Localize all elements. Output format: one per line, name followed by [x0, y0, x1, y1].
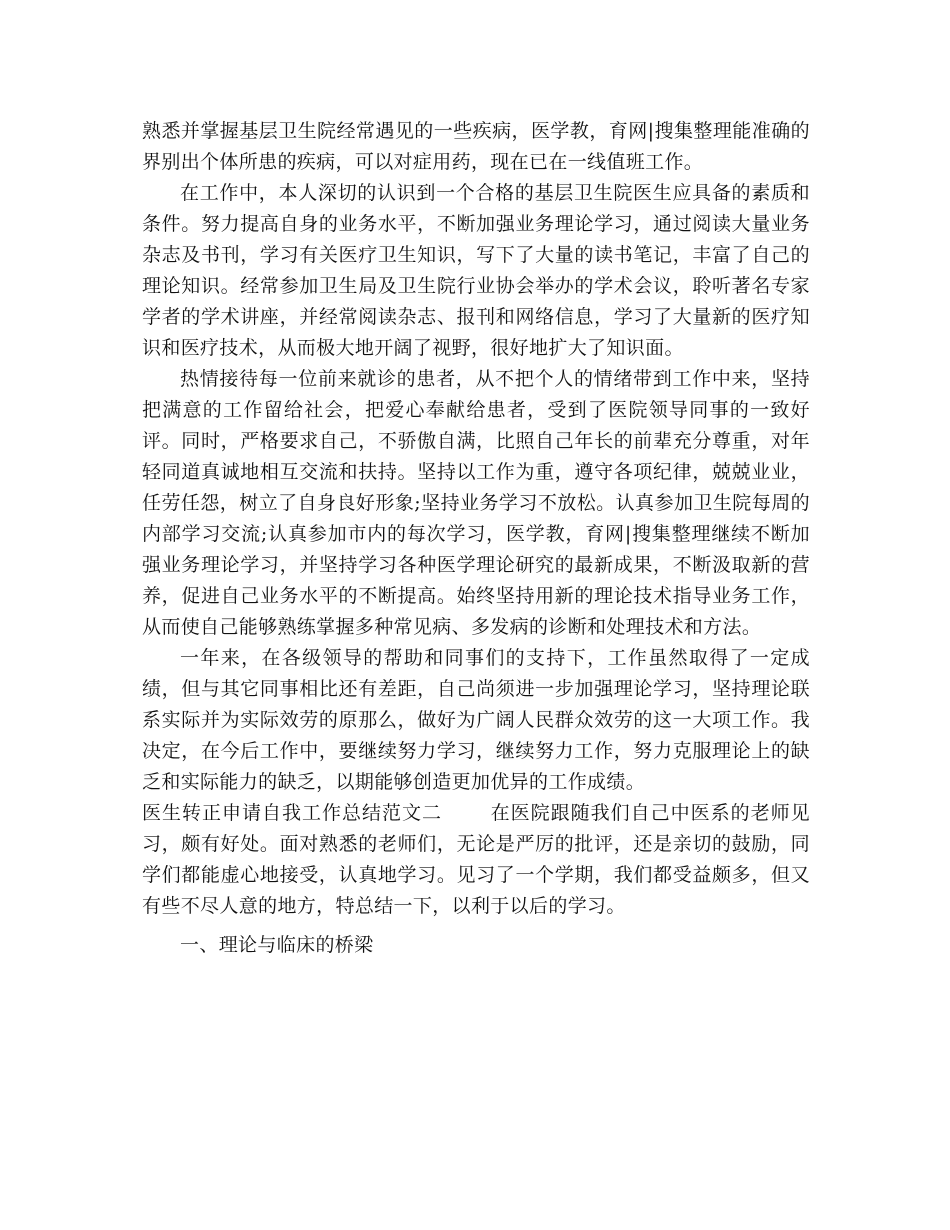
section-two-paragraph	[142, 798, 810, 922]
paragraph-2: 在工作中，本人深切的认识到一个合格的基层卫生院医生应具备的素质和条件。努力提高自身的业务水平，不断加强业务理论学习，通过阅读大量业务杂志及书刊，学习有关医疗卫生知识，写下了大量的读书笔记，丰富了自己的理论知识。经常参加卫生局及卫生院行业协会举办的学术会议，聆听著名专家学者的学术讲座，并经常阅读杂志、报刊和网络信息，学习了大量新的医疗知识和医疗技术，从而极大地开阔了视野，很好地扩大了知识面。	[142, 182, 810, 359]
section-two-text: 在医院跟随我们自己中医系的老师见习，颇有好处。面对熟悉的老师们，无论是严厉的批评，还是亲切的鼓励，同学们都能虚心地接受，认真地学习。见习了一个学期，我们都受益颇多，但又有些不尽人意的地方，特总结一下，以利于以后的学习。	[142, 802, 810, 917]
paragraph-4: 一年来，在各级领导的帮助和同事们的支持下，工作虽然取得了一定成绩，但与其它同事相比还有差距，自己尚须进一步加强理论学习，坚持理论联系实际并为实际效劳的原那么，做好为广阔人民群众效劳的这一大项工作。我决定，在今后工作中，要继续努力学习，继续努力工作，努力克服理论上的缺乏和实际能力的缺乏，以期能够创造更加优异的工作成绩。	[142, 647, 810, 793]
paragraph-1: 熟悉并掌握基层卫生院经常遇见的一些疾病，医学教，育网|搜集整理能准确的界别出个体所患的疾病，可以对症用药，现在已在一线值班工作。	[142, 120, 810, 173]
section-two-heading: 医生转正申请自我工作总结范文二	[142, 802, 442, 824]
document-body	[142, 116, 810, 961]
subheading-bridge: 一、理论与临床的桥梁	[180, 934, 374, 956]
paragraph-3: 热情接待每一位前来就诊的患者，从不把个人的情绪带到工作中来，坚持把满意的工作留给社会，把爱心奉献给患者，受到了医院领导同事的一致好评。同时，严格要求自己，不骄傲自满，比照自己年长的前辈充分尊重，对年轻同道真诚地相互交流和扶持。坚持以工作为重，遵守各项纪律，兢兢业业，任劳任怨，树立了自身良好形象;坚持业务学习不放松。认真参加卫生院每周的内部学习交流;认真参加市内的每次学习，医学教，育网|搜集整理继续不断加强业务理论学习，并坚持学习各种医学理论研究的最新成果，不断汲取新的营养，促进自己业务水平的不断提高。始终坚持用新的理论技术指导业务工作，从而使自己能够熟练掌握多种常见病、多发病的诊断和处理技术和方法。	[142, 368, 810, 638]
